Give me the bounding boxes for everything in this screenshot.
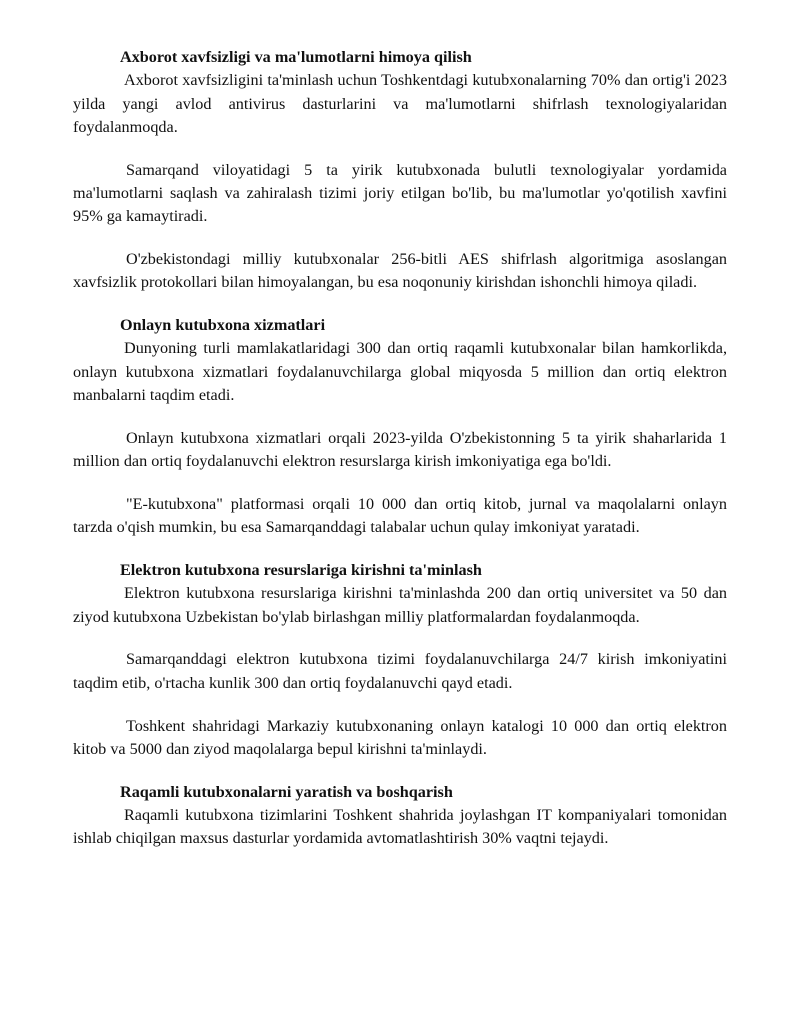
- paragraph: Elektron kutubxona resurslariga kirishni ta'minlashda 200 dan ortiq universitet va 50 dan ziyod kutubxona Uzbekistan bo'ylab birlashgan milliy platformalardan foydalanmoqda.: [73, 584, 727, 626]
- section-heading: Axborot xavfsizligi va ma'lumotlarni himoya qilish: [120, 48, 472, 66]
- paragraph: Axborot xavfsizligini ta'minlash uchun Toshkentdagi kutubxonalarning 70% dan ortig'i 2023 yilda yangi avlod antivirus dasturlarini va ma'lumotlarni shifrlash texnologiyalaridan foydalanmoqda.: [73, 71, 727, 136]
- section-heading: Raqamli kutubxonalarni yaratish va boshqarish: [120, 782, 453, 801]
- section-electronic-resource-access: [73, 559, 727, 761]
- section-digital-libraries: [73, 781, 727, 851]
- section-heading: Onlayn kutubxona xizmatlari: [120, 316, 326, 335]
- section-heading: Elektron kutubxona resurslariga kirishni ta'minlash: [120, 561, 482, 580]
- paragraph: Onlayn kutubxona xizmatlari orqali 2023-yilda O'zbekistonning 5 ta yirik shaharlarida 1 million dan ortiq foydalanuvchi elektron resurslarga kirish imkoniyatiga ega bo'ldi.: [73, 428, 727, 471]
- paragraph: Samarqand viloyatidagi 5 ta yirik kutubxonada bulutli texnologiyalar yordamida ma'lumotlarni saqlash va zahiralash tizimi joriy etilgan bo'lib, bu ma'lumotlar yo'qotilish xavfini 95% ga kamaytiradi.: [73, 160, 727, 226]
- paragraph: Toshkent shahridagi Markaziy kutubxonaning onlayn katalogi 10 000 dan ortiq elektron kitob va 5000 dan ziyod maqolalarga bepul kirishni ta'minlaydi.: [73, 716, 727, 758]
- paragraph: "E-kutubxona" platformasi orqali 10 000 dan ortiq kitob, jurnal va maqolalarni onlayn tarzda o'qish mumkin, bu esa Samarqanddagi talabalar uchun qulay imkoniyat yaratadi.: [73, 494, 727, 537]
- paragraph: O'zbekistondagi milliy kutubxonalar 256-bitli AES shifrlash algoritmiga asoslangan xavfsizlik protokollari bilan himoyalangan, bu esa noqonuniy kirishdan ishonchli himoya qiladi.: [73, 250, 727, 292]
- section-online-library-services: [73, 314, 727, 539]
- paragraph: Raqamli kutubxona tizimlarini Toshkent shahrida joylashgan IT kompaniyalari tomonidan ishlab chiqilgan maxsus dasturlar yordamida avtomatlashtirish 30% vaqtni tejaydi.: [73, 805, 727, 848]
- paragraph: Dunyoning turli mamlakatlaridagi 300 dan ortiq raqamli kutubxonalar bilan hamkorlikda, onlayn kutubxona xizmatlari foydalanuvchilarga global miqyosda 5 million dan ortiq elektron manbalarni taqdim etadi.: [73, 339, 727, 405]
- section-information-security: [73, 46, 727, 295]
- paragraph: Samarqanddagi elektron kutubxona tizimi foydalanuvchilarga 24/7 kirish imkoniyatini taqdim etib, o'rtacha kunlik 300 dan ortiq foydalanuvchi qayd etadi.: [73, 650, 727, 692]
